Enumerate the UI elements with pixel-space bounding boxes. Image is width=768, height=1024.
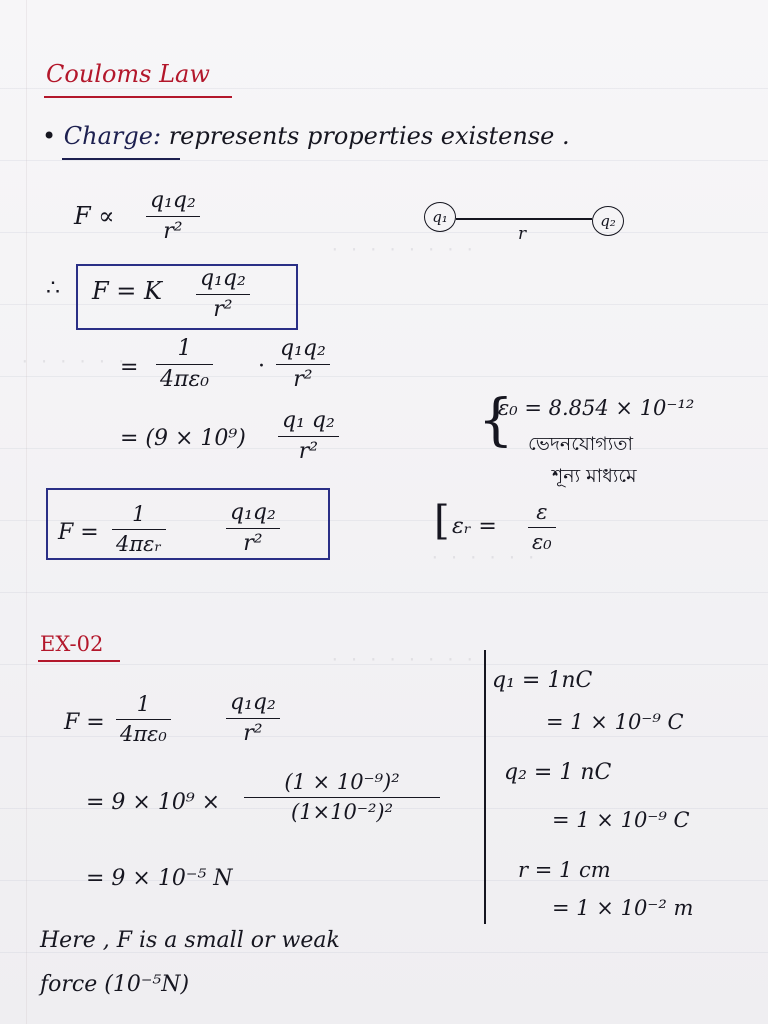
fraction-bar <box>112 529 166 530</box>
distance-line <box>456 218 592 220</box>
fraction-denominator: r² <box>243 531 263 556</box>
fraction-bar <box>528 527 556 528</box>
ruled-line <box>0 448 768 449</box>
ex-eq1-fraction <box>226 690 280 746</box>
fraction-bar <box>226 718 280 719</box>
step2-fraction <box>276 336 330 392</box>
fraction-denominator: 4πεᵣ <box>116 532 162 556</box>
given-q1: q₁ = 1nC <box>492 668 593 693</box>
proportional-fraction <box>146 188 200 244</box>
bengali-permittivity: ভেদনযোগ্যতা <box>528 433 634 455</box>
fraction-numerator: q₁q₂ <box>200 266 246 291</box>
ex-eq3: = 9 × 10⁻⁵ N <box>86 866 233 891</box>
fraction-denominator: 4πε₀ <box>160 367 210 392</box>
boxed-law-fraction <box>196 266 250 322</box>
ex-eq1-lhs: F = <box>64 710 105 735</box>
ruled-line <box>0 232 768 233</box>
relative-fraction <box>528 500 556 554</box>
proportional-lhs: F ∝ <box>74 202 115 230</box>
fraction-numerator: q₁q₂ <box>230 500 276 525</box>
charge-circle-q2: q₂ <box>592 206 624 236</box>
general-fraction <box>226 500 280 556</box>
epsilon-zero-value: ε₀ = 8.854 × 10⁻¹² <box>498 396 695 420</box>
example-label: EX-02 <box>40 632 104 656</box>
given-r: r = 1 cm <box>518 858 611 882</box>
note-brace: { <box>478 388 514 453</box>
step2-equals: = <box>120 355 139 380</box>
fraction-bar <box>278 436 339 437</box>
given-r-si: = 1 × 10⁻² m <box>552 896 694 920</box>
step2-dot: · <box>258 354 265 379</box>
given-q2-si: = 1 × 10⁻⁹ C <box>552 808 690 832</box>
ex-eq2-fraction <box>244 770 440 824</box>
fraction-numerator: 1 <box>177 336 192 361</box>
fraction-denominator: r² <box>213 297 233 322</box>
fraction-bar <box>146 216 200 217</box>
fraction-numerator: q₁q₂ <box>230 690 276 715</box>
fraction-numerator: 1 <box>136 692 151 716</box>
step3-prefix: = (9 × 10⁹) <box>120 426 246 451</box>
fraction-denominator: r² <box>243 721 263 746</box>
charge-text: represents properties existense . <box>168 122 570 150</box>
therefore-symbol: ∴ <box>46 276 60 301</box>
general-constant <box>112 502 166 556</box>
boxed-law-lhs: F = K <box>92 277 162 305</box>
conclusion-line-1: Here , F is a small or weak <box>40 928 340 953</box>
fraction-bar <box>244 797 440 798</box>
fraction-numerator: 1 <box>132 502 146 526</box>
fraction-bar <box>276 364 330 365</box>
fraction-numerator: q₁q₂ <box>150 188 196 213</box>
charge-circle-q1: q₁ <box>424 202 456 232</box>
relative-lhs: εᵣ = <box>452 514 497 539</box>
fraction-denominator: (1×10⁻²)² <box>291 800 393 824</box>
fraction-denominator: r² <box>298 439 319 464</box>
fraction-bar <box>196 294 250 295</box>
bleed-through-mark: · · · · · · · · <box>330 650 475 669</box>
bleed-through-mark: · · · · · · <box>430 548 536 567</box>
fraction-bar <box>226 528 280 529</box>
given-q2: q₂ = 1 nC <box>504 760 612 785</box>
bengali-vacuum: শূন্য মাধ্যমে <box>552 465 637 487</box>
page-title: Couloms Law <box>46 60 210 88</box>
fraction-denominator: r² <box>293 367 313 392</box>
ex-eq1-constant <box>116 692 171 746</box>
margin-line <box>26 0 27 1024</box>
fraction-numerator: ε <box>536 500 548 524</box>
fraction-numerator: q₁q₂ <box>280 336 326 361</box>
distance-label: r <box>518 224 527 244</box>
fraction-numerator: (1 × 10⁻⁹)² <box>284 770 400 794</box>
relative-bracket: [ <box>434 498 450 544</box>
step3-fraction <box>278 408 339 464</box>
example-underline <box>38 660 120 662</box>
title-underline <box>44 96 232 98</box>
conclusion-line-2: force (10⁻⁵N) <box>40 972 190 997</box>
fraction-denominator: r² <box>163 219 183 244</box>
bleed-through-mark: · · · · · · <box>20 352 126 371</box>
general-lhs: F = <box>58 520 99 545</box>
fraction-bar <box>116 719 171 720</box>
charge-term-underline <box>62 158 180 160</box>
fraction-bar <box>156 364 213 365</box>
charge-term: Charge: <box>63 122 162 150</box>
fraction-denominator: ε₀ <box>532 530 552 554</box>
ruled-line <box>0 376 768 377</box>
ruled-line <box>0 592 768 593</box>
step2-constant <box>156 336 213 392</box>
fraction-denominator: 4πε₀ <box>120 722 167 746</box>
bleed-through-mark: · · · · · · · · <box>330 240 475 259</box>
given-q1-si: = 1 × 10⁻⁹ C <box>546 710 684 734</box>
ruled-line <box>0 160 768 161</box>
charge-definition: • Charge: represents properties existense . <box>42 122 570 150</box>
ruled-line <box>0 88 768 89</box>
ex-eq2-prefix: = 9 × 10⁹ × <box>86 790 221 815</box>
given-divider <box>484 650 486 924</box>
fraction-numerator: q₁ q₂ <box>282 408 335 433</box>
